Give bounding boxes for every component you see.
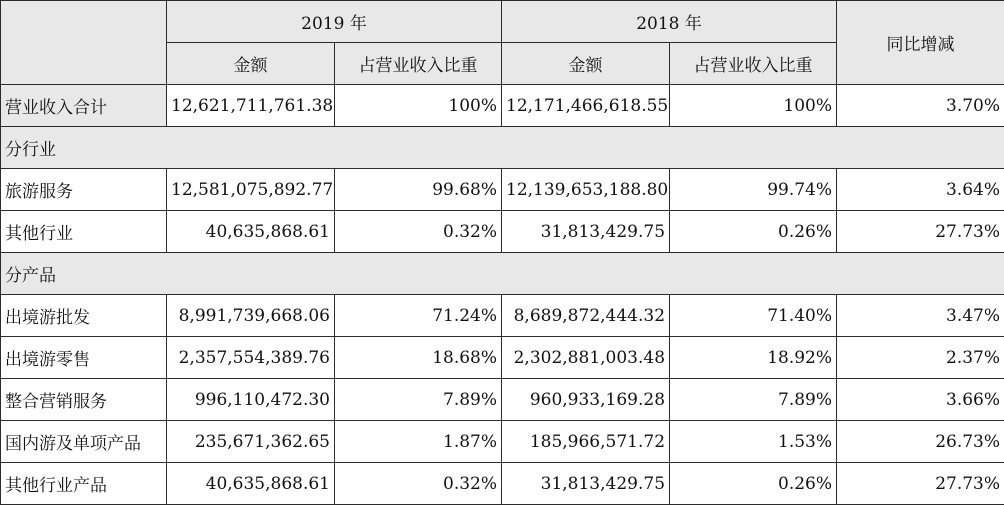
share-2018-cell: 71.40%: [670, 295, 837, 337]
amount-2018-cell: 31,813,429.75: [502, 211, 670, 253]
share-2018-cell: 0.26%: [670, 463, 837, 505]
amount-2018-cell: 12,171,466,618.55: [502, 85, 670, 127]
share-2018-cell: 100%: [670, 85, 837, 127]
table-row: [1, 421, 1004, 463]
amount-2019-cell: 40,635,868.61: [167, 211, 335, 253]
table-row: [1, 337, 1004, 379]
amount-2018-cell: 12,139,653,188.80: [502, 169, 670, 211]
amount-2019-cell: 40,635,868.61: [167, 463, 335, 505]
amount-2018-cell: 185,966,571.72: [502, 421, 670, 463]
header-row-years: [1, 1, 1004, 43]
share-2019-cell: 99.68%: [335, 169, 502, 211]
amount-2019-cell: 2,357,554,389.76: [167, 337, 335, 379]
amount-2019-cell: 12,581,075,892.77: [167, 169, 335, 211]
section-header-row: [1, 253, 1004, 295]
yoy-cell: 3.64%: [837, 169, 1004, 211]
yoy-cell: 3.70%: [837, 85, 1004, 127]
amount-2019-cell: 8,991,739,668.06: [167, 295, 335, 337]
table-row: [1, 169, 1004, 211]
share-2018-cell: 1.53%: [670, 421, 837, 463]
share-2018-cell: 18.92%: [670, 337, 837, 379]
header-share-2019: 占营业收入比重: [335, 43, 502, 85]
table-row: [1, 463, 1004, 505]
share-2019-cell: 100%: [335, 85, 502, 127]
amount-2018-cell: 960,933,169.28: [502, 379, 670, 421]
share-2019-cell: 1.87%: [335, 421, 502, 463]
row-label: 国内游及单项产品: [1, 421, 167, 463]
amount-2019-cell: 996,110,472.30: [167, 379, 335, 421]
amount-2018-cell: 2,302,881,003.48: [502, 337, 670, 379]
row-label: 旅游服务: [1, 169, 167, 211]
yoy-cell: 26.73%: [837, 421, 1004, 463]
row-label: 出境游批发: [1, 295, 167, 337]
header-year-2018: 2018 年: [502, 1, 837, 43]
share-2018-cell: 0.26%: [670, 211, 837, 253]
share-2019-cell: 18.68%: [335, 337, 502, 379]
row-label: 营业收入合计: [1, 85, 167, 127]
total-row: [1, 85, 1004, 127]
yoy-cell: 27.73%: [837, 211, 1004, 253]
amount-2018-cell: 8,689,872,444.32: [502, 295, 670, 337]
share-2019-cell: 0.32%: [335, 211, 502, 253]
table-row: [1, 211, 1004, 253]
share-2019-cell: 0.32%: [335, 463, 502, 505]
row-label: 其他行业产品: [1, 463, 167, 505]
share-2019-cell: 71.24%: [335, 295, 502, 337]
row-label: 整合营销服务: [1, 379, 167, 421]
section-title-industry: 分行业: [1, 127, 1004, 169]
share-2019-cell: 7.89%: [335, 379, 502, 421]
amount-2019-cell: 12,621,711,761.38: [167, 85, 335, 127]
amount-2019-cell: 235,671,362.65: [167, 421, 335, 463]
share-2018-cell: 99.74%: [670, 169, 837, 211]
header-amount-2018: 金额: [502, 43, 670, 85]
header-amount-2019: 金额: [167, 43, 335, 85]
table-row: [1, 295, 1004, 337]
header-corner-cell: [1, 1, 167, 85]
yoy-cell: 3.47%: [837, 295, 1004, 337]
header-share-2018: 占营业收入比重: [670, 43, 837, 85]
section-title-product: 分产品: [1, 253, 1004, 295]
share-2018-cell: 7.89%: [670, 379, 837, 421]
row-label: 出境游零售: [1, 337, 167, 379]
header-yoy: 同比增减: [837, 1, 1004, 85]
row-label: 其他行业: [1, 211, 167, 253]
yoy-cell: 2.37%: [837, 337, 1004, 379]
table-row: [1, 379, 1004, 421]
yoy-cell: 27.73%: [837, 463, 1004, 505]
amount-2018-cell: 31,813,429.75: [502, 463, 670, 505]
header-year-2019: 2019 年: [167, 1, 502, 43]
yoy-cell: 3.66%: [837, 379, 1004, 421]
section-header-row: [1, 127, 1004, 169]
